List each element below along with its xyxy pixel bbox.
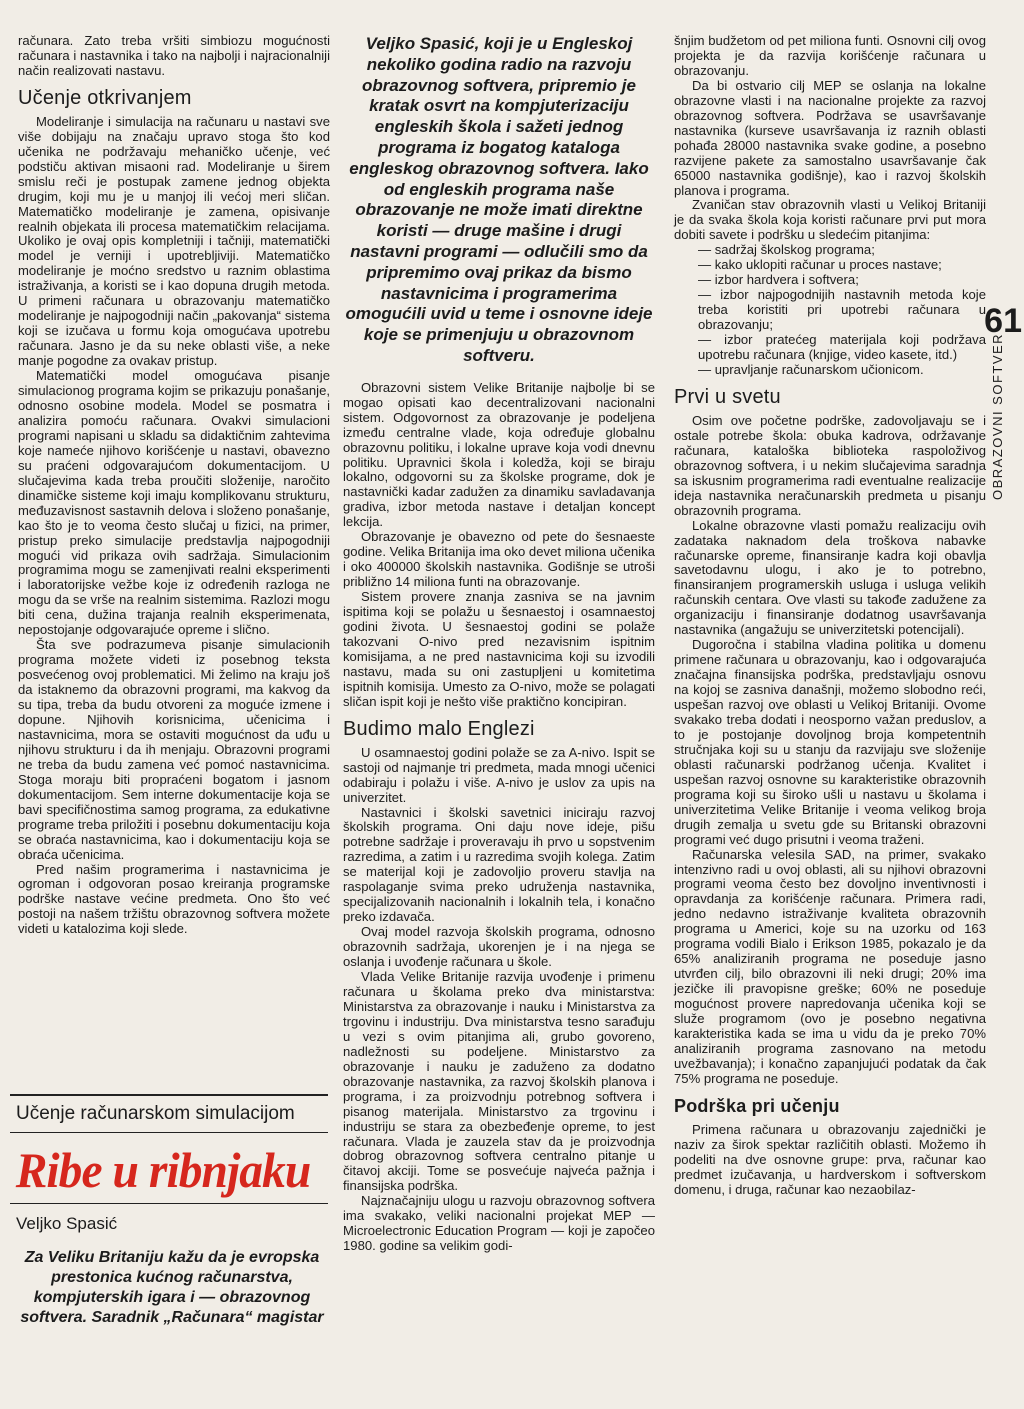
list-item: — upravljanje računarskom učionicom. [698,363,986,378]
paragraph: Najznačajniju ulogu u razvoju obrazovnog softvera ima svakako, veliki nacionalni projekat MEP — Microelectronic Education Program — koji je započeo 1980. godine sa velikim godi- [343,1193,655,1254]
paragraph: Pred našim programerima i nastavnicima je ogroman i odgovoran posao kreiranja programske podrške nastave većine predmeta. Ono što već postoji na našem tržištu obrazovnog softvera možete videti u katalozima koji slede. [18,861,330,937]
paragraph: Primena računara u obrazovanju zajednički je naziv za širok spektar različitih oblasti. Možemo ih podeliti na dve osnovne grupe: prva, računar kao predmet izučavanja, u hardverskom i softverskom domenu, i druga, računar kao nezaobilaz- [674,1121,986,1197]
article-title: Ribe u ribnjaku [15,1142,311,1198]
lead-text: Za Veliku Britaniju kažu da je evropska prestonica kućnog računarstva, kompjuterskih igara i — obrazovnog softvera. Saradnik „Računara“ magistar [20,1249,324,1326]
column-right [674,34,986,1198]
divider [10,1094,328,1096]
paragraph: Računarska velesila SAD, na primer, svakako intenzivno radi u ovoj oblasti, ali su njihovi obrazovni programi veoma često bez dovoljno inventivnosti i opravdanja za korišćenje računara. Primera radi, jedno nedavno istraživanje kvaliteta obrazovnih programa u Americi, koje su na uzorku od 163 programa vodili Bialo i Erikson 1985, pokazalo je da 65% analiziranih programa ne poseduje jasno utvrđen cilj, bilo obrazovni ili neki drugi; 20% ima jezičke ili pravopisne greške; 60% ne poseduje mogućnost provere napredovanja učenika koji se služe programom (ovo je posebno negativna karakteristika kada se ima u vidu da je preko 70% analiziranih programa zasnovano na metodu uvežbavanja); i konačno zapanjujući podatak da čak 75% programa ne poseduje. [674,846,986,1086]
paragraph: Matematički model omogućava pisanje simulacionog programa kojim se prikazuju ponašanje, odnosno osobine modela. Model se posmatra i analizira pomoću računara. Ovakvi simulacioni programi napisani u skladu sa didaktičnim zahtevima koje nameće njihovo korišćenje u nastavi, obavezno su praćeni odgovarajućom dokumentacijom. U slučajevima kada treba proučiti složenije, naročito dinamičke sisteme koji imaju komplikovanu strukturu, međuzavisnost sastavnih delova i složeno ponašanje, kao što je to veoma često slučaj u fizici, na primer, pristup preko simulacije predstavlja najpogodniji mogući vid prikaza ovih sadržaja. Simulacionim programima mogu se zamenjivati realni eksperimenti i laboratorijske vežbe koje iz određenih razloga ne mogu da se vrše na realnim sistemima. Razlozi mogu biti cena, dužina trajanja realnih eksperimenata, nepostojanje odgovarajuće opreme i slično. [18,368,330,638]
column-left [18,34,330,937]
paragraph: računara. Zato treba vršiti simbiozu mogućnosti računara i nastavnika i tako na najbolji i najracionalniji način realizovati nastavu. [18,33,330,78]
paragraph: Ovaj model razvoja školskih programa, odnosno obrazovnih sadržaja, ukorenjen je i na njega se oslanja i uvođenje računara u škole. [343,924,655,970]
section-heading: Budimo malo Englezi [343,717,535,740]
list-item: — izbor hardvera i softvera; [698,273,986,288]
paragraph: Vlada Velike Britanije razvija uvođenje i primenu računara u školama preko dva ministarstva: Ministarstva za obrazovanje i nauku i Ministarstva za trgovinu i industriju. Dva ministarstva tesno sarađuju u vezi s ovim pitanjima ali, grubo govoreno, nadležnosti su podeljene. Ministarstvo za obrazovanje i nauku je zaduženo za dodatno obrazovanje nastavnika, za razvoj školskih planova i programa, i za proizvodnju potrebnog softvera i pisanog materijala. Ministarstvo za trgovinu i industriju se stara za obezbeđenje opreme, to jest računara. Vlada je zauzela stav da je proizvodnja dobrog obrazovnog softvera centralno pitanje u čitavoj akciji. Tome se posvećuje najveća pažnja i finansijska podrška. [343,969,655,1194]
paragraph: Sistem provere znanja zasniva se na javnim ispitima koji se polažu u šesnaestoj i osamnaestoj godini života. U šesnaestoj godini se polaže takozvani O-nivo pred nezavisnim ispitnim komisijama, a ne pred nastavnicima koji su izvodili nastavu, mada su oni zastupljeni u komitetima ispitnih komisija. Umesto za O-nivo, može se polagati sličan ispit koji je nešto više praktično koncipiran. [343,589,655,709]
section-heading: Prvi u svetu [674,385,781,408]
column-middle [343,34,655,1254]
divider [10,1203,328,1204]
running-head: OBRAZOVNI SOFTVER [990,332,1005,500]
article-header-box [10,1094,328,1328]
section-heading: Podrška pri učenju [674,1095,840,1116]
list-item: — izbor najpogodnijih nastavnih metoda koje treba koristiti pri upotrebi računara u obrazovanju; [698,288,986,333]
paragraph: Obrazovanje je obavezno od pete do šesnaeste godine. Velika Britanija ima oko devet miliona učenika i oko 400000 školskih nastavnika. Godišnje se utroši približno 14 miliona funti na obrazovanje. [343,529,655,590]
paragraph: Nastavnici i školski savetnici iniciraju razvoj školskih programa. Oni daju nove ideje, pišu potrebne sadržaje i proveravaju ih prvo u sopstvenim razredima, a zatim i u razredima svojih kolega. Zatim se materijal koji je zadovoljio proveru stavlja na raspolaganje svima preko udruženja nastavnika, specijalizovanih nacionalnih i lokalnih tela, i konačno preko izdavača. [343,804,655,925]
paragraph: Lokalne obrazovne vlasti pomažu realizaciju ovih zadataka naknadom dela troškova nabavke računarske opreme, finansiranje kadra koji obavlja savetodavnu ulogu, i ako je to potrebno, finansiranjem programerskih usluga i usluga velikih računskih centara. Ove vlasti su takođe zadužene za organizaciju i finansiranje dodatnog usavršavanja nastavnika (angažuju se univerzitetski potencijali). [674,517,986,638]
paragraph: Šta sve podrazumeva pisanje simulacionih programa možete videti iz posebnog teksta posvećenog ovoj problematici. Mi želimo na kraju još da istaknemo da obrazovni programi, ma kakvog da su tipa, treba da budu otvoreni za moguće izmene i dopune. Njihovih korisnicima, učenicima i nastavnicima, mora se ostaviti mogućnost da uđu u njihovu strukturu i da ih menjaju. Obrazovni programi ne treba da budu zamena već pomoć nastavnicima. Stoga moraju biti propraćeni bogatom i jasnom dokumentacijom. Sem interne dokumentacije koja se bavi specifičnostima samog programa, za edukativne programe treba priložiti i posebnu dokumentaciju koja se obraća nastavnicima, kao i dokumentaciju koja se obraća učenicima. [18,637,330,862]
list-item: — kako uklopiti računar u proces nastave; [698,258,986,273]
section-heading: Učenje otkrivanjem [18,86,192,109]
paragraph: Dugoročna i stabilna vladina politika u domenu primene računara u obrazovanju, kao i odgovarajuća značajna finansijska podrška, predstavljaju osnovu na kojoj se zasniva današnji, možemo slobodno reći, uspešan razvoj ove oblasti u Velikoj Britaniji. Ovome svakako treba dodati i neosporno važan preduslov, a to je postojanje dovoljnog broja kompetentnih stručnjaka koji su u stanju da razvijaju sve složenije oblasti računarski podržanog učenja. Kvalitet i uspešan razvoj osnovne su karakteristike obrazovnih programa koji su široko ušli u nastavu u školama i univerzitetima Velike Britanije i veoma velikog broja drugih zemalja u svetu gde su Britanski obrazovni programi već dugo prisutni i veoma traženi. [674,637,986,847]
paragraph: U osamnaestoj godini polaže se za A-nivo. Ispit se sastoji od najmanje tri predmeta, mada mnogi učenici odabiraju i polažu i više. A-nivo je uslov za upis na univerzitet. [343,744,655,805]
paragraph: Osim ove početne podrške, zadovoljavaju se i ostale potrebe škola: obuka kadrova, održavanje računara, kataloška biblioteka raspoloživog obrazovnog softvera, i u nekim slučajevima saradnja sa iskusnim programerima radi eventualne realizacije ideja nastavnika neračunarskih predmeta u pisanju obrazovnih programa. [674,412,986,518]
divider [10,1132,328,1133]
series-title: Učenje računarskom simulacijom [16,1103,295,1124]
paragraph: šnjim budžetom od pet miliona funti. Osnovni cilj ovog projekta je da razvija korišćenje računara u obrazovanju. [674,33,986,78]
lead-text: Veljko Spasić, koji je u Engleskoj nekoliko godina radio na razvoju obrazovnog softvera, pripremio je kratak osvrt na kompjuterizaciju engleskih škola i sažeti jednog programa iz bogatog kataloga engleskog obrazovnog softvera. Iako od engleskih programa naše obrazovanje ne može imati direktne koristi — druge mašine i drugi nastavni programi — odlučili smo da pripremimo ovaj prikaz da bismo nastavnicima i programerima omogućili uvid u teme i osnovne ideje koje se primenjuju u obrazovnom softveru. [345,34,653,365]
paragraph: Modeliranje i simulacija na računaru u nastavi sve više dobijaju na značaju upravo stoga što kod učenika ne podržavaju mehaničko učenje, već podstiču aktivan misaoni rad. Modeliranje u širem smislu reči je postupak zamene jednog objekta drugim, koji mu je u manjoj ili većoj meri sličan. Matematičko modeliranje je zamena, opisivanje realnih objekata ili procesa matematičkim relacijama. Ukoliko je ovaj opis kompletniji i tačniji, matematički model je verniji i upotrebljiviji. Matematičko modeliranje je moćno sredstvo u raznim oblastima istraživanja, a koristi se i kao dopuna drugih metoda. U primeni računara u obrazovanju matematičko modeliranje je najpogodniji način „pakovanja“ sistema koji se izučava u formu koja omogućava upotrebu računara. Jasno je da su neke oblasti više, a neke manje pogodne za ovakav pristup. [18,113,330,369]
list-item: — sadržaj školskog programa; [698,243,986,258]
page-number: 61 [984,302,1022,340]
list-item: — izbor pratećeg materijala koji podržava upotrebu računara (knjige, video kasete, itd.) [698,333,986,363]
paragraph: Obrazovni sistem Velike Britanije najbolje bi se mogao opisati kao decentralizovani nacionalni sistem. Odgovornost za obrazovanje je podeljena između centralne vlade, koja određuje globalnu obrazovnu politiku, i lokalne uprave koja vodi dnevnu politiku. Upravnici škola i koledža, koji se biraju lokalno, odgovorni su za školske programe, dok je nastavnički kadar zadužen za dinamiku savladavanja gradiva, izbor metoda nastave i detaljan koncept lekcija. [343,379,655,530]
byline: Veljko Spasić [16,1214,118,1233]
bullet-list [674,243,986,378]
paragraph: Da bi ostvario cilj MEP se oslanja na lokalne obrazovne vlasti i na nacionalne projekte za razvoj obrazovnog softvera. Podržava se usavršavanje nastavnika (kurseve usavršavanja iz raznih oblasti pohađa 28000 nastavnika svake godine, a posebno razvijene pakete za samostalno usavršavanje čak 65000 nastavnika godišnje), kao i razvoj školskih planova i programa. [674,77,986,198]
paragraph: Zvaničan stav obrazovnih vlasti u Velikoj Britaniji je da svaka škola koja koristi računare prvi put mora dobiti savete i podršku u sledećim pitanjima: [674,197,986,243]
